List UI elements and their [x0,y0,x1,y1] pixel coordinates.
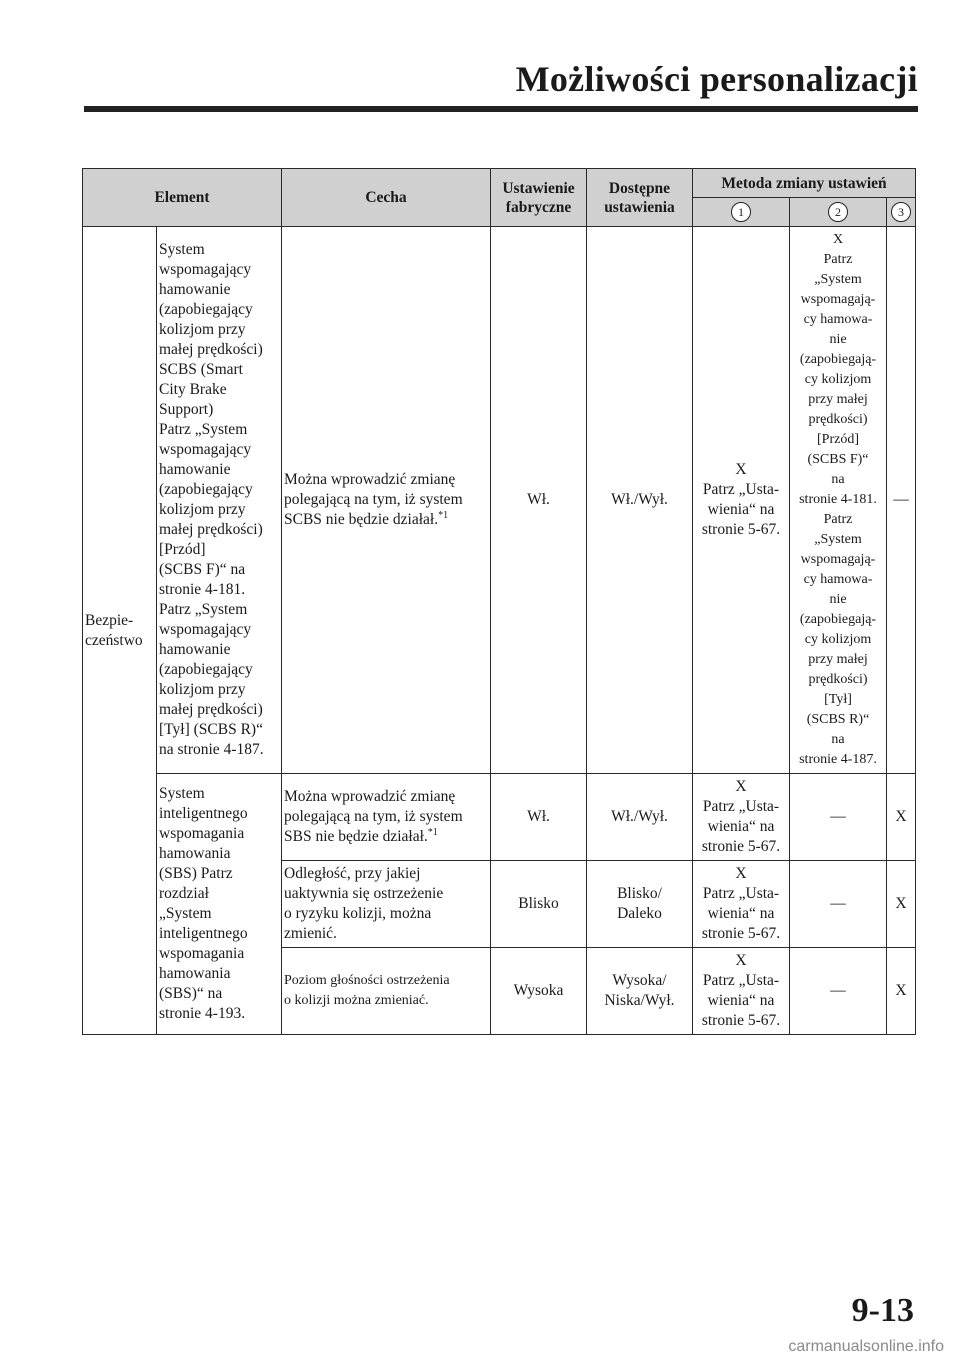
table-row [83,227,916,774]
table-row [83,774,916,861]
method-2-cell: X Patrz „System wspomagają- cy hamowa- nie (zapobiegają- cy kolizjom przy małej prędkości) [Przód] (SCBS F)“ na stronie 4-181. Patrz „System wspomagają- cy hamowa- nie (zapobiegają- cy kolizjom przy małej prędkości) [Tył] (SCBS R)“ na stronie 4-187. [790,227,887,774]
method-1-cell: X Patrz „Usta- wienia“ na stronie 5-67. [693,948,790,1035]
col-header-method: Metoda zmiany ustawień [693,169,916,198]
factory-cell: Wł. [491,774,587,861]
method-1-cell: X Patrz „Usta- wienia“ na stronie 5-67. [693,774,790,861]
feature-text: Można wprowadzić zmianę polegającą na tym, iż system SBS nie będzie działał. [284,788,463,845]
feature-cell: Poziom głośności ostrzeżenia o kolizji można zmieniać. [282,948,491,1035]
method-2-cell: — [790,948,887,1035]
method-1-cell: X Patrz „Usta- wienia“ na stronie 5-67. [693,227,790,774]
method-2-cell: — [790,861,887,948]
available-cell: Wł./Wył. [587,227,693,774]
method-1-cell: X Patrz „Usta- wienia“ na stronie 5-67. [693,861,790,948]
factory-cell: Wł. [491,227,587,774]
available-cell: Wł./Wył. [587,774,693,861]
header-row [83,169,916,198]
method-3-icon: 3 [891,202,911,222]
factory-cell: Wysoka [491,948,587,1035]
col-header-element: Element [83,169,282,227]
method-3-cell: — [887,227,916,774]
method-3-cell: X [887,774,916,861]
feature-cell: Odległość, przy jakiej uaktywnia się ostrzeżenie o ryzyku kolizji, można zmienić. [282,861,491,948]
page-title: Możliwości personalizacji [515,59,918,99]
footnote-marker: *1 [438,509,449,521]
element-cell: System inteligentnego wspomagania hamowania (SBS) Patrz rozdział „System inteligentnego wspomagania hamowania (SBS)“ na stronie 4-193. [157,774,282,1035]
method-1-icon: 1 [731,202,751,222]
settings-table [82,168,916,1035]
col-header-cecha: Cecha [282,169,491,227]
header-rule [84,106,918,112]
method-2-cell: — [790,774,887,861]
watermark: carmanualsonline.info [788,1338,944,1355]
feature-text: Można wprowadzić zmianę polegającą na tym, iż system SCBS nie będzie działał. [284,471,463,528]
feature-cell [282,227,491,774]
page-number: 9-13 [851,1292,914,1329]
factory-cell: Blisko [491,861,587,948]
group-element-cell: Bezpie- czeństwo [83,227,157,1035]
method-2-icon: 2 [828,202,848,222]
col-header-available: Dostępne ustawienia [587,169,693,227]
available-cell: Wysoka/ Niska/Wył. [587,948,693,1035]
feature-cell [282,774,491,861]
method-3-cell: X [887,861,916,948]
footnote-marker: *1 [427,826,438,838]
method-3-cell: X [887,948,916,1035]
element-cell: System wspomagający hamowanie (zapobiegający kolizjom przy małej prędkości) SCBS (Smart City Brake Support) Patrz „System wspomagający hamowanie (zapobiegający kolizjom przy małej prędkości) [Przód] (SCBS F)“ na stronie 4-181. Patrz „System wspomagający hamowanie (zapobiegający kolizjom przy małej prędkości) [Tył] (SCBS R)“ na stronie 4-187. [157,227,282,774]
available-cell: Blisko/ Daleko [587,861,693,948]
col-header-factory: Ustawienie fabryczne [491,169,587,227]
